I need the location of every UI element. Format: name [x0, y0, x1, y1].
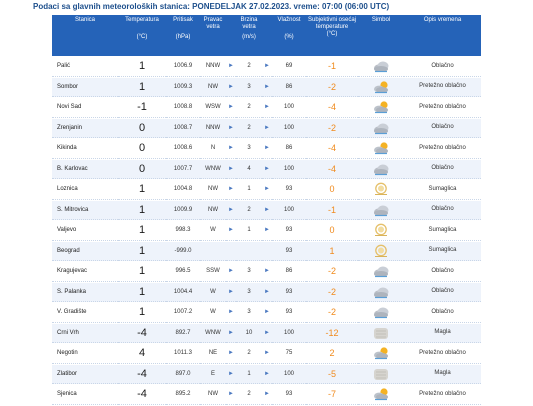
table-row	[52, 385, 481, 405]
weather-description: Oblačno	[404, 160, 481, 180]
weather-description: Sumaglica	[404, 180, 481, 200]
table-row	[52, 283, 481, 303]
wind-direction-value: W	[200, 303, 226, 323]
wind-speed-value: 2	[236, 119, 262, 139]
station-name: Kikinda	[52, 139, 118, 159]
col-wind-dir-label: Pravac vetra	[203, 17, 223, 30]
cloud-icon	[358, 262, 404, 282]
feels-like-value: 1	[306, 242, 358, 262]
wind-direction-value: NW	[200, 201, 226, 221]
station-name: Negotin	[52, 344, 118, 364]
wind-direction-value: NNW	[200, 57, 226, 77]
wind-direction-value: NW	[200, 78, 226, 98]
station-name: Novi Sad	[52, 98, 118, 118]
humidity-value: 93	[272, 385, 306, 405]
table-row	[52, 78, 481, 98]
sun-cloud-icon	[358, 78, 404, 98]
humidity-value: 93	[272, 180, 306, 200]
wind-speed-value: 2	[236, 98, 262, 118]
table-row	[52, 139, 481, 159]
arrow-right-icon: ►	[262, 160, 272, 180]
arrow-right-icon: ►	[226, 98, 236, 118]
arrow-right-icon: ►	[262, 385, 272, 405]
station-name: Zrenjanin	[52, 119, 118, 139]
arrow-right-icon: ►	[262, 365, 272, 385]
feels-like-value: -5	[306, 365, 358, 385]
arrow-right-icon: ►	[262, 324, 272, 344]
humidity-value: 75	[272, 344, 306, 364]
pressure-value: 897.0	[166, 365, 200, 385]
haze-icon	[358, 221, 404, 241]
pressure-value: 1004.8	[166, 180, 200, 200]
humidity-value: 100	[272, 324, 306, 344]
arrow-right-icon: ►	[262, 201, 272, 221]
station-name: Loznica	[52, 180, 118, 200]
weather-description: Oblačno	[404, 262, 481, 282]
feels-like-value: -2	[306, 262, 358, 282]
station-name: Beograd	[52, 242, 118, 262]
col-wind-speed-unit: (m/s)	[242, 34, 256, 40]
temperature-value: -4	[118, 365, 166, 385]
arrow-right-icon: ►	[262, 139, 272, 159]
temperature-value: 1	[118, 78, 166, 98]
humidity-value: 86	[272, 262, 306, 282]
weather-description: Magla	[404, 324, 481, 344]
temperature-value: 1	[118, 57, 166, 77]
pressure-value: 1006.9	[166, 57, 200, 77]
wind-speed-value: 2	[236, 57, 262, 77]
wind-speed-value: 1	[236, 180, 262, 200]
wind-speed-value: 3	[236, 262, 262, 282]
arrow-right-icon: ►	[226, 283, 236, 303]
wind-speed-value: 4	[236, 160, 262, 180]
col-desc-label: Opis vremena	[423, 17, 462, 23]
arrow-right-icon: ►	[226, 385, 236, 405]
station-name: Sjenica	[52, 385, 118, 405]
col-pressure-unit: (hPa)	[175, 34, 191, 40]
table-row	[52, 242, 481, 262]
weather-description: Pretežno oblačno	[404, 344, 481, 364]
cloud-icon	[358, 160, 404, 180]
col-station-label: Stanica	[74, 17, 95, 23]
feels-like-value: -1	[306, 57, 358, 77]
table-header	[52, 15, 481, 56]
pressure-value: 998.3	[166, 221, 200, 241]
weather-description: Oblačno	[404, 201, 481, 221]
temperature-value: 1	[118, 262, 166, 282]
table-row	[52, 119, 481, 139]
col-spacer	[226, 15, 236, 56]
arrow-right-icon: ►	[226, 344, 236, 364]
weather-description: Pretežno oblačno	[404, 78, 481, 98]
arrow-right-icon: ►	[262, 119, 272, 139]
station-name: B. Karlovac	[52, 160, 118, 180]
weather-description: Sumaglica	[404, 242, 481, 262]
arrow-right-icon: ►	[226, 78, 236, 98]
pressure-value: 1011.3	[166, 344, 200, 364]
station-name: Valjevo	[52, 221, 118, 241]
pressure-value: 1007.7	[166, 160, 200, 180]
station-name: Kragujevac	[52, 262, 118, 282]
arrow-right-icon: ►	[226, 365, 236, 385]
arrow-right-icon: ►	[262, 180, 272, 200]
arrow-right-icon: ►	[226, 201, 236, 221]
table-row	[52, 344, 481, 364]
cloud-icon	[358, 201, 404, 221]
humidity-value: 93	[272, 303, 306, 323]
page-title: Podaci sa glavnih meteoroloških stanica: PONEDELJAK 27.02.2023. vreme: 07:00 (06:00 UTC)	[33, 2, 390, 11]
station-name: Zlatibor	[52, 365, 118, 385]
col-feels-unit: (°C)	[326, 31, 338, 37]
col-feels-label: Subjektivni osećaj temperature	[307, 17, 357, 30]
feels-like-value: 2	[306, 344, 358, 364]
arrow-right-icon: ►	[226, 119, 236, 139]
wind-speed-value: 1	[236, 221, 262, 241]
fog-icon	[358, 324, 404, 344]
pressure-value: 895.2	[166, 385, 200, 405]
col-humidity-label: Vlažnost	[277, 17, 301, 23]
feels-like-value: -7	[306, 385, 358, 405]
station-name: Palić	[52, 57, 118, 77]
humidity-value: 100	[272, 365, 306, 385]
wind-direction-value: W	[200, 283, 226, 303]
wind-direction-value: NE	[200, 344, 226, 364]
sun-cloud-icon	[358, 98, 404, 118]
wind-direction-value: E	[200, 365, 226, 385]
col-wind-dir	[200, 15, 226, 56]
sun-cloud-icon	[358, 344, 404, 364]
table-body	[52, 57, 481, 405]
col-pressure-label: Pritisak	[173, 17, 193, 23]
arrow-right-icon: ►	[226, 221, 236, 241]
feels-like-value: -4	[306, 160, 358, 180]
table-row	[52, 160, 481, 180]
table-row	[52, 303, 481, 323]
pressure-value: 1009.3	[166, 78, 200, 98]
arrow-right-icon: ►	[262, 283, 272, 303]
arrow-right-icon: ►	[226, 303, 236, 323]
weather-description: Oblačno	[404, 303, 481, 323]
temperature-value: 1	[118, 221, 166, 241]
humidity-value: 93	[272, 283, 306, 303]
wind-speed-value: 3	[236, 283, 262, 303]
wind-direction-value: NW	[200, 180, 226, 200]
humidity-value: 93	[272, 221, 306, 241]
col-pressure	[166, 15, 200, 56]
col-spacer	[262, 15, 272, 56]
haze-icon	[358, 180, 404, 200]
weather-description: Sumaglica	[404, 221, 481, 241]
col-desc	[404, 15, 481, 56]
arrow-right-icon	[262, 242, 272, 262]
weather-description: Oblačno	[404, 119, 481, 139]
wind-direction-value: WNW	[200, 160, 226, 180]
station-name: V. Gradište	[52, 303, 118, 323]
feels-like-value: -12	[306, 324, 358, 344]
feels-like-value: -2	[306, 119, 358, 139]
humidity-value: 100	[272, 160, 306, 180]
arrow-right-icon: ►	[226, 160, 236, 180]
col-symbol	[358, 15, 404, 56]
table-row	[52, 365, 481, 385]
weather-table	[52, 14, 481, 406]
arrow-right-icon	[226, 242, 236, 262]
arrow-right-icon: ►	[262, 262, 272, 282]
wind-speed-value: 2	[236, 385, 262, 405]
wind-speed-value: 1	[236, 365, 262, 385]
wind-speed-value: 2	[236, 201, 262, 221]
temperature-value: 4	[118, 344, 166, 364]
col-feels	[306, 15, 358, 56]
wind-direction-value: NW	[200, 385, 226, 405]
wind-direction-value: NNW	[200, 119, 226, 139]
wind-direction-value: WNW	[200, 324, 226, 344]
humidity-value: 86	[272, 139, 306, 159]
wind-direction-value: N	[200, 139, 226, 159]
wind-direction-value: WSW	[200, 98, 226, 118]
pressure-value: 1008.8	[166, 98, 200, 118]
weather-description: Oblačno	[404, 57, 481, 77]
feels-like-value: -2	[306, 78, 358, 98]
temperature-value: 1	[118, 201, 166, 221]
arrow-right-icon: ►	[262, 344, 272, 364]
arrow-right-icon: ►	[262, 57, 272, 77]
station-name: S. Mitrovica	[52, 201, 118, 221]
pressure-value: 1007.2	[166, 303, 200, 323]
table-row	[52, 221, 481, 241]
temperature-value: 0	[118, 160, 166, 180]
arrow-right-icon: ►	[226, 262, 236, 282]
pressure-value: 1008.7	[166, 119, 200, 139]
table-row	[52, 57, 481, 77]
wind-direction-value: SSW	[200, 262, 226, 282]
temperature-value: 1	[118, 242, 166, 262]
col-station	[52, 15, 118, 56]
feels-like-value: -4	[306, 139, 358, 159]
feels-like-value: -2	[306, 303, 358, 323]
arrow-right-icon: ►	[226, 57, 236, 77]
weather-description: Magla	[404, 365, 481, 385]
weather-table-container	[52, 14, 481, 406]
weather-description: Pretežno oblačno	[404, 98, 481, 118]
pressure-value: 1004.4	[166, 283, 200, 303]
arrow-right-icon: ►	[262, 98, 272, 118]
col-wind-speed	[236, 15, 262, 56]
sun-cloud-icon	[358, 139, 404, 159]
table-row	[52, 262, 481, 282]
wind-direction-value: W	[200, 221, 226, 241]
temperature-value: 1	[118, 180, 166, 200]
arrow-right-icon: ►	[226, 139, 236, 159]
station-name: Sombor	[52, 78, 118, 98]
temperature-value: -4	[118, 385, 166, 405]
haze-icon	[358, 242, 404, 262]
wind-speed-value: 3	[236, 78, 262, 98]
wind-speed-value: 10	[236, 324, 262, 344]
table-row	[52, 180, 481, 200]
col-symbol-label: Simbol	[371, 17, 391, 23]
arrow-right-icon: ►	[226, 324, 236, 344]
humidity-value: 100	[272, 201, 306, 221]
humidity-value: 93	[272, 242, 306, 262]
col-temp-unit: (°C)	[136, 34, 148, 40]
station-name: Crni Vrh	[52, 324, 118, 344]
cloud-icon	[358, 283, 404, 303]
arrow-right-icon: ►	[262, 221, 272, 241]
pressure-value: 1008.6	[166, 139, 200, 159]
temperature-value: 1	[118, 283, 166, 303]
feels-like-value: -2	[306, 283, 358, 303]
wind-speed-value	[236, 242, 262, 262]
wind-direction-value	[200, 242, 226, 262]
arrow-right-icon: ►	[262, 303, 272, 323]
fog-icon	[358, 365, 404, 385]
table-row	[52, 324, 481, 344]
wind-speed-value: 3	[236, 139, 262, 159]
temperature-value: -4	[118, 324, 166, 344]
table-row	[52, 98, 481, 118]
temperature-value: 0	[118, 139, 166, 159]
weather-description: Pretežno oblačno	[404, 139, 481, 159]
humidity-value: 69	[272, 57, 306, 77]
sun-cloud-icon	[358, 385, 404, 405]
humidity-value: 100	[272, 98, 306, 118]
weather-description: Oblačno	[404, 283, 481, 303]
col-temp-label: Temperatura	[125, 17, 159, 23]
cloud-icon	[358, 119, 404, 139]
wind-speed-value: 3	[236, 303, 262, 323]
temperature-value: 0	[118, 119, 166, 139]
col-temp	[118, 15, 166, 56]
pressure-value: -999.0	[166, 242, 200, 262]
temperature-value: 1	[118, 303, 166, 323]
col-humidity-unit: (%)	[284, 34, 294, 40]
table-row	[52, 201, 481, 221]
humidity-value: 100	[272, 119, 306, 139]
cloud-icon	[358, 57, 404, 77]
temperature-value: -1	[118, 98, 166, 118]
humidity-value: 86	[272, 78, 306, 98]
col-wind-speed-label: Brzina vetra	[240, 17, 258, 30]
feels-like-value: -1	[306, 201, 358, 221]
weather-description: Pretežno oblačno	[404, 385, 481, 405]
pressure-value: 892.7	[166, 324, 200, 344]
pressure-value: 996.5	[166, 262, 200, 282]
col-humidity	[272, 15, 306, 56]
cloud-icon	[358, 303, 404, 323]
feels-like-value: -4	[306, 98, 358, 118]
arrow-right-icon: ►	[226, 180, 236, 200]
arrow-right-icon: ►	[262, 78, 272, 98]
station-name: S. Palanka	[52, 283, 118, 303]
feels-like-value: 0	[306, 180, 358, 200]
feels-like-value: 0	[306, 221, 358, 241]
wind-speed-value: 2	[236, 344, 262, 364]
pressure-value: 1009.9	[166, 201, 200, 221]
